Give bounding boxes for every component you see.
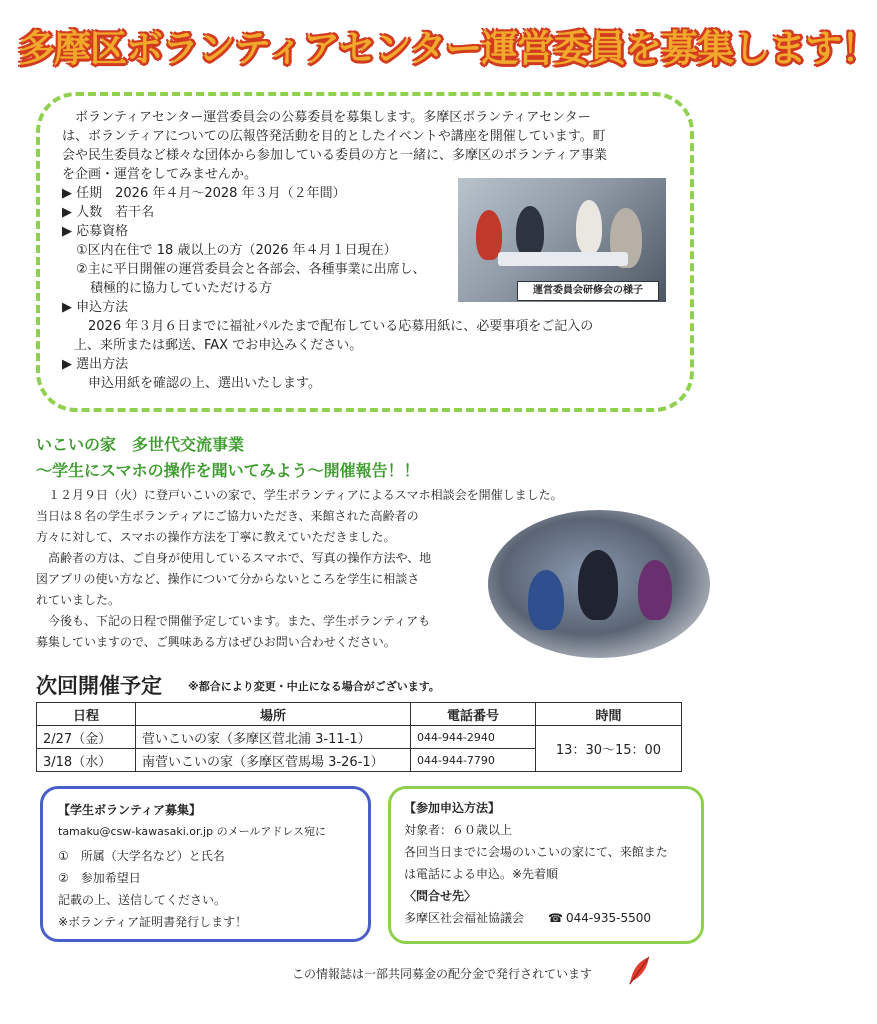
apply-target: 対象者：６０歳以上 bbox=[404, 823, 513, 837]
term-line: ▶ 任期 2026 年４月～2028 年３月（２年間） bbox=[62, 186, 346, 201]
row-time: 13：30～15：00 bbox=[536, 726, 682, 772]
report-heading-1: いこいの家 多世代交流事業 bbox=[36, 435, 245, 454]
intro-line-4: を企画・運営をしてみませんか。 bbox=[62, 167, 258, 182]
student-item-2: ② 参加希望日 bbox=[58, 871, 141, 885]
col-place: 場所 bbox=[136, 703, 411, 726]
report-heading-2: ～学生にスマホの操作を聞いてみよう～開催報告！！ bbox=[36, 461, 420, 480]
intro-line-3: 会や民生委員など様々な団体から参加している委員の方と一緒に、多摩区のボランティア事業 bbox=[62, 148, 607, 163]
qualification-heading: ▶ 応募資格 bbox=[62, 224, 129, 239]
phone-icon: ☎ bbox=[548, 911, 563, 925]
report-line-2: 当日は８名の学生ボランティアにご協力いただき、来館された高齢者の bbox=[36, 509, 419, 523]
schedule-table bbox=[36, 702, 682, 772]
apply-line-2: 上、来所または郵送、FAX でお申込みください。 bbox=[74, 338, 363, 353]
student-item-1: ① 所属（大学名など）と氏名 bbox=[58, 849, 225, 863]
apply-line-1: 2026 年３月６日までに福祉パルたまで配布している応募用紙に、必要事項をご記入の bbox=[88, 319, 594, 334]
intro-line-2: は、ボランティアについての広報啓発活動を目的としたイベントや講座を開催しています。町 bbox=[62, 129, 606, 144]
contact-org: 多摩区社会福祉協議会 bbox=[404, 911, 525, 925]
report-line-7: 今後も、下記の日程で開催予定しています。また、学生ボランティアも bbox=[36, 614, 431, 628]
footer-note: この情報誌は一部共同募金の配分金で発行されています bbox=[292, 967, 593, 981]
smartphone-session-photo bbox=[488, 510, 710, 658]
report-line-4: 高齢者の方は、ご自身が使用しているスマホで、写真の操作方法や、地 bbox=[36, 551, 432, 565]
intro-line-1: ボランティアセンター運営委員会の公募委員を募集します。多摩区ボランティアセンター bbox=[62, 110, 591, 125]
table-row bbox=[37, 726, 682, 749]
selection-heading: ▶ 選出方法 bbox=[62, 357, 129, 372]
schedule-heading: 次回開催予定 bbox=[36, 674, 162, 698]
col-date: 日程 bbox=[37, 703, 136, 726]
apply-line-a: 各回当日までに会場のいこいの家にて、来館また bbox=[404, 845, 668, 859]
col-phone: 電話番号 bbox=[411, 703, 536, 726]
qualification-2b: 積極的に協力していただける方 bbox=[90, 281, 273, 296]
contact-phone: 044-935-5500 bbox=[566, 911, 652, 925]
col-time: 時間 bbox=[536, 703, 682, 726]
student-box-title: 【学生ボランティア募集】 bbox=[58, 803, 202, 817]
row-phone: 044-944-7790 bbox=[411, 749, 536, 772]
apply-box-title: 【参加申込方法】 bbox=[404, 801, 501, 815]
row-place: 菅いこいの家（多摩区菅北浦 3-11-1） bbox=[136, 726, 411, 749]
student-line-4: ※ボランティア証明書発行します！ bbox=[58, 915, 248, 929]
selection-line: 申込用紙を確認の上、選出いたします。 bbox=[88, 376, 321, 391]
row-phone: 044-944-2940 bbox=[411, 726, 536, 749]
page-title: 多摩区ボランティアセンター運営委員を募集します！ bbox=[18, 27, 877, 70]
apply-line-b: は電話による申込。※先着順 bbox=[404, 867, 559, 881]
report-line-8: 募集していますので、ご興味ある方はぜひお問い合わせください。 bbox=[36, 635, 396, 649]
report-line-5: 図アプリの使い方など、操作について分からないところを学生に相談さ bbox=[36, 572, 420, 586]
apply-heading: ▶ 申込方法 bbox=[62, 300, 129, 315]
contact-heading: 〈問合せ先〉 bbox=[404, 889, 477, 903]
schedule-note: ※都合により変更・中止になる場合がございます。 bbox=[188, 680, 440, 693]
row-date: 3/18（水） bbox=[37, 749, 136, 772]
report-line-1: １２月９日（火）に登戸いこいの家で、学生ボランティアによるスマホ相談会を開催しました。 bbox=[36, 488, 563, 502]
row-place: 南菅いこいの家（多摩区菅馬場 3-26-1） bbox=[136, 749, 411, 772]
student-email-line: tamaku@csw-kawasaki.or.jp のメールアドレス宛に bbox=[58, 825, 327, 838]
student-line-3: 記載の上、送信してください。 bbox=[58, 893, 227, 907]
qualification-1: ①区内在住で 18 歳以上の方（2026 年４月１日現在） bbox=[76, 243, 397, 258]
red-feather-icon bbox=[625, 955, 653, 987]
qualification-2a: ②主に平日開催の運営委員会と各部会、各種事業に出席し、 bbox=[76, 262, 426, 277]
report-line-6: れていました。 bbox=[36, 593, 121, 607]
row-date: 2/27（金） bbox=[37, 726, 136, 749]
number-line: ▶ 人数 若干名 bbox=[62, 205, 155, 220]
report-line-3: 方々に対して、スマホの操作方法を丁寧に教えていただきました。 bbox=[36, 530, 396, 544]
photo-caption: 運営委員会研修会の様子 bbox=[517, 281, 659, 301]
